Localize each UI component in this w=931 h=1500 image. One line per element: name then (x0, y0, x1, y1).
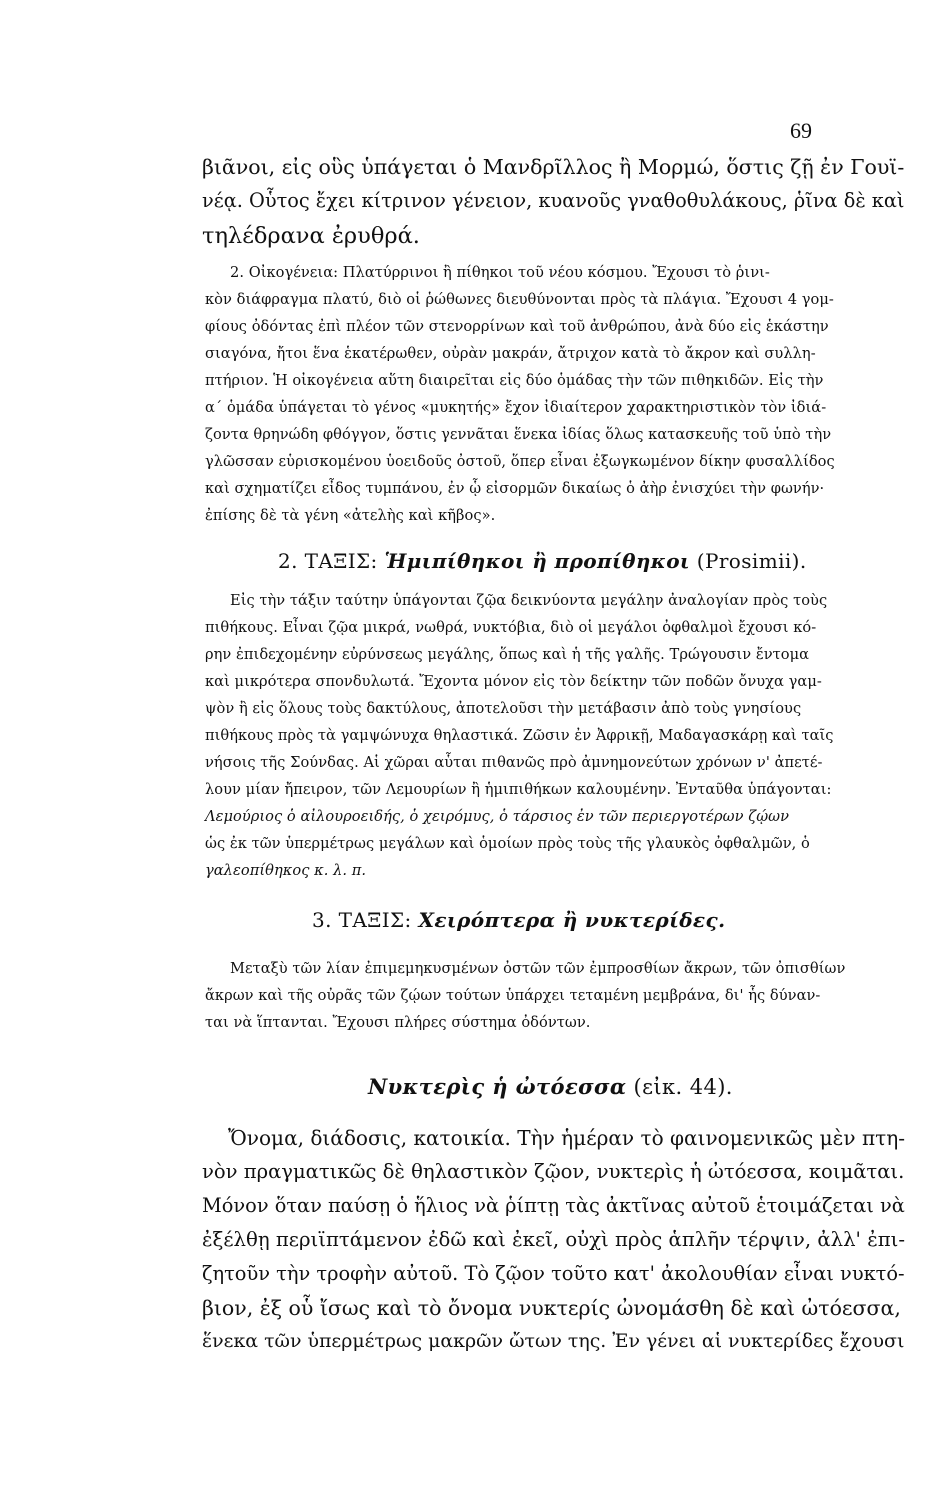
section-heading-prosimii (278, 549, 807, 573)
text-line: τηλέδρανα ἐρυθρά. (202, 223, 420, 249)
text-line: Μεταξὺ τῶν λίαν ἐπιμεμηκυσμένων ὀστῶν τῶν ἐμπροσθίων ἄκρων, τῶν ὀπισθίων (230, 960, 846, 977)
text-line: Ὄνομα, διάδοσις, κατοικία. Τὴν ἡμέραν τὸ φαινομενικῶς μὲν πτη- (228, 1126, 906, 1150)
text-line: πιθήκους. Εἶναι ζῷα μικρά, νωθρά, νυκτόβια, διὸ οἱ μεγάλοι ὀφθαλμοὶ ἔχουσι κό- (205, 619, 817, 636)
text-line: ρην ἐπιδεχομένην εὐρύνσεως μεγάλης, ὅπως καὶ ἡ τῆς γαλῆς. Τρώγουσιν ἔντομα (205, 646, 810, 663)
text-line: νέᾳ. Οὗτος ἔχει κίτρινον γένειον, κυανοῦς γναθοθυλάκους, ῥῖνα δὲ καὶ (202, 189, 905, 212)
text-line: καὶ σχηματίζει εἶδος τυμπάνου, ἐν ᾧ εἰσορμῶν δικαίως ὁ ἀὴρ ἐνισχύει τὴν φωνήν· (205, 480, 825, 497)
text-line: πιθήκους πρὸς τὰ γαμψώνυχα θηλαστικά. Ζῶσιν ἐν Ἀφρικῇ, Μαδαγασκάρῃ καὶ ταῖς (205, 727, 834, 744)
text-line: βιᾶνοι, εἰς οὓς ὑπάγεται ὁ Μανδρῖλλος ἢ Μορμώ, ὅστις ζῇ ἐν Γουϊ- (202, 155, 905, 179)
text-line: καὶ μικρότερα σπονδυλωτά. Ἔχοντα μόνον εἰς τὸν δείκτην τῶν ποδῶν ὄνυχα γαμ- (205, 673, 822, 690)
page-number: 69 (790, 118, 812, 143)
text-line: Εἰς τὴν τάξιν ταύτην ὑπάγονται ζῷα δεικνύοντα μεγάλην ἀναλογίαν πρὸς τοὺς (230, 592, 828, 609)
heading-latin: (Prosimii). (696, 549, 807, 573)
text-line: γαλεοπίθηκος κ. λ. π. (205, 862, 367, 879)
text-line: νὸν πραγματικῶς δὲ θηλαστικὸν ζῷον, νυκτερὶς ἡ ὠτόεσσα, κοιμᾶται. (202, 1160, 905, 1183)
text-line: Λεμούριος ὁ αἰλουροειδής, ὁ χειρόμυς, ὁ τάρσιος ἐν τῶν περιεργοτέρων ζῴων (205, 808, 790, 825)
text-line: ἕνεκα τῶν ὑπερμέτρως μακρῶν ὤτων της. Ἐν γένει αἱ νυκτερίδες ἔχουσι (202, 1330, 905, 1352)
text-line: ζητοῦν τὴν τροφὴν αὐτοῦ. Τὸ ζῷον τοῦτο κατ' ἀκολουθίαν εἶναι νυκτό- (202, 1262, 905, 1285)
text-line: ἄκρων καὶ τῆς οὐρᾶς τῶν ζῴων τούτων ὑπάρχει τεταμένη μεμβράνα, δι' ἧς δύναν- (205, 987, 821, 1004)
text-line: ται νὰ ἵπτανται. Ἔχουσι πλήρες σύστημα ὀδόντων. (205, 1014, 591, 1031)
text-line: λουν μίαν ἤπειρον, τῶν Λεμουρίων ἢ ἡμιπιθήκων καλουμένην. Ἐνταῦθα ὑπάγονται: (205, 781, 832, 798)
species-title: Νυκτερὶς ἡ ὠτόεσσα (368, 1074, 627, 1099)
text-line: νήσοις τῆς Σούνδας. Αἱ χῶραι αὗται πιθανῶς πρὸ ἀμνημονεύτων χρόνων ν' ἀπετέ- (205, 754, 823, 771)
text-line: γλῶσσαν εὑρισκομένου ὑοειδοῦς ὀστοῦ, ὅπερ εἶναι ἐξωγκωμένον δίκην φυσαλλίδος (205, 453, 835, 470)
text-line: ὡς ἐκ τῶν ὑπερμέτρως μεγάλων καὶ ὁμοίων πρὸς τοὺς τῆς γλαυκὸς ὀφθαλμῶν, ὁ (205, 835, 810, 852)
text-line: ζοντα θρηνώδη φθόγγον, ὅστις γεννᾶται ἕνεκα ἰδίας ὅλως κατασκευῆς τοῦ ὑπὸ τὴν (205, 426, 832, 443)
figure-reference: (εἰκ. 44). (633, 1075, 733, 1099)
section-heading-chiroptera (312, 908, 725, 932)
text-line: σιαγόνα, ἤτοι ἕνα ἑκατέρωθεν, οὐρὰν μακράν, ἄτριχον κατὰ τὸ ἄκρον καὶ συλλη- (205, 345, 816, 362)
text-line: α´ ὁμάδα ὑπάγεται τὸ γένος «μυκητής» ἔχον ἰδιαίτερον χαρακτηριστικὸν τὸν ἰδιά- (205, 399, 827, 416)
text-line: βιον, ἐξ οὗ ἴσως καὶ τὸ ὄνομα νυκτερίς ὠνομάσθη δὲ καὶ ὠτόεσσα, (202, 1296, 901, 1320)
text-line: φίους ὀδόντας ἐπὶ πλέον τῶν στενορρίνων καὶ τοῦ ἀνθρώπου, ἀνὰ δύο εἰς ἑκάστην (205, 318, 829, 335)
heading-number: 3. ΤΑΞΙΣ: (312, 908, 412, 932)
heading-number: 2. ΤΑΞΙΣ: (278, 549, 378, 573)
heading-title: Ἡμιπίθηκοι ἢ προπίθηκοι (384, 549, 691, 573)
heading-title: Χειρόπτερα ἢ νυκτερίδες. (418, 908, 726, 932)
text-line: κὸν διάφραγμα πλατύ, διὸ οἱ ῥώθωνες διευθύνονται πρὸς τὰ πλάγια. Ἔχουσι 4 γομ- (205, 291, 834, 308)
text-line: ψὸν ἢ εἰς ὅλους τοὺς δακτύλους, ἀποτελοῦσι τὴν μετάβασιν ἀπὸ τοὺς γνησίους (205, 700, 802, 717)
text-line: ἐξέλθῃ περιϊπτάμενον ἐδῶ καὶ ἐκεῖ, οὐχὶ πρὸς ἁπλῆν τέρψιν, ἀλλ' ἐπι- (202, 1228, 906, 1251)
text-line: 2. Οἰκογένεια: Πλατύρρινοι ἢ πίθηκοι τοῦ νέου κόσμου. Ἔχουσι τὸ ῥινι- (230, 264, 770, 281)
text-line: ἐπίσης δὲ τὰ γένη «ἀτελὴς καὶ κῆβος». (205, 507, 496, 524)
text-line: Μόνον ὅταν παύσῃ ὁ ἥλιος νὰ ῥίπτῃ τὰς ἀκτῖνας αὐτοῦ ἑτοιμάζεται νὰ (202, 1194, 905, 1217)
species-heading (368, 1074, 733, 1099)
text-line: πτήριον. Ἡ οἰκογένεια αὕτη διαιρεῖται εἰς δύο ὁμάδας τὴν τῶν πιθηκιδῶν. Εἰς τὴν (205, 372, 824, 389)
